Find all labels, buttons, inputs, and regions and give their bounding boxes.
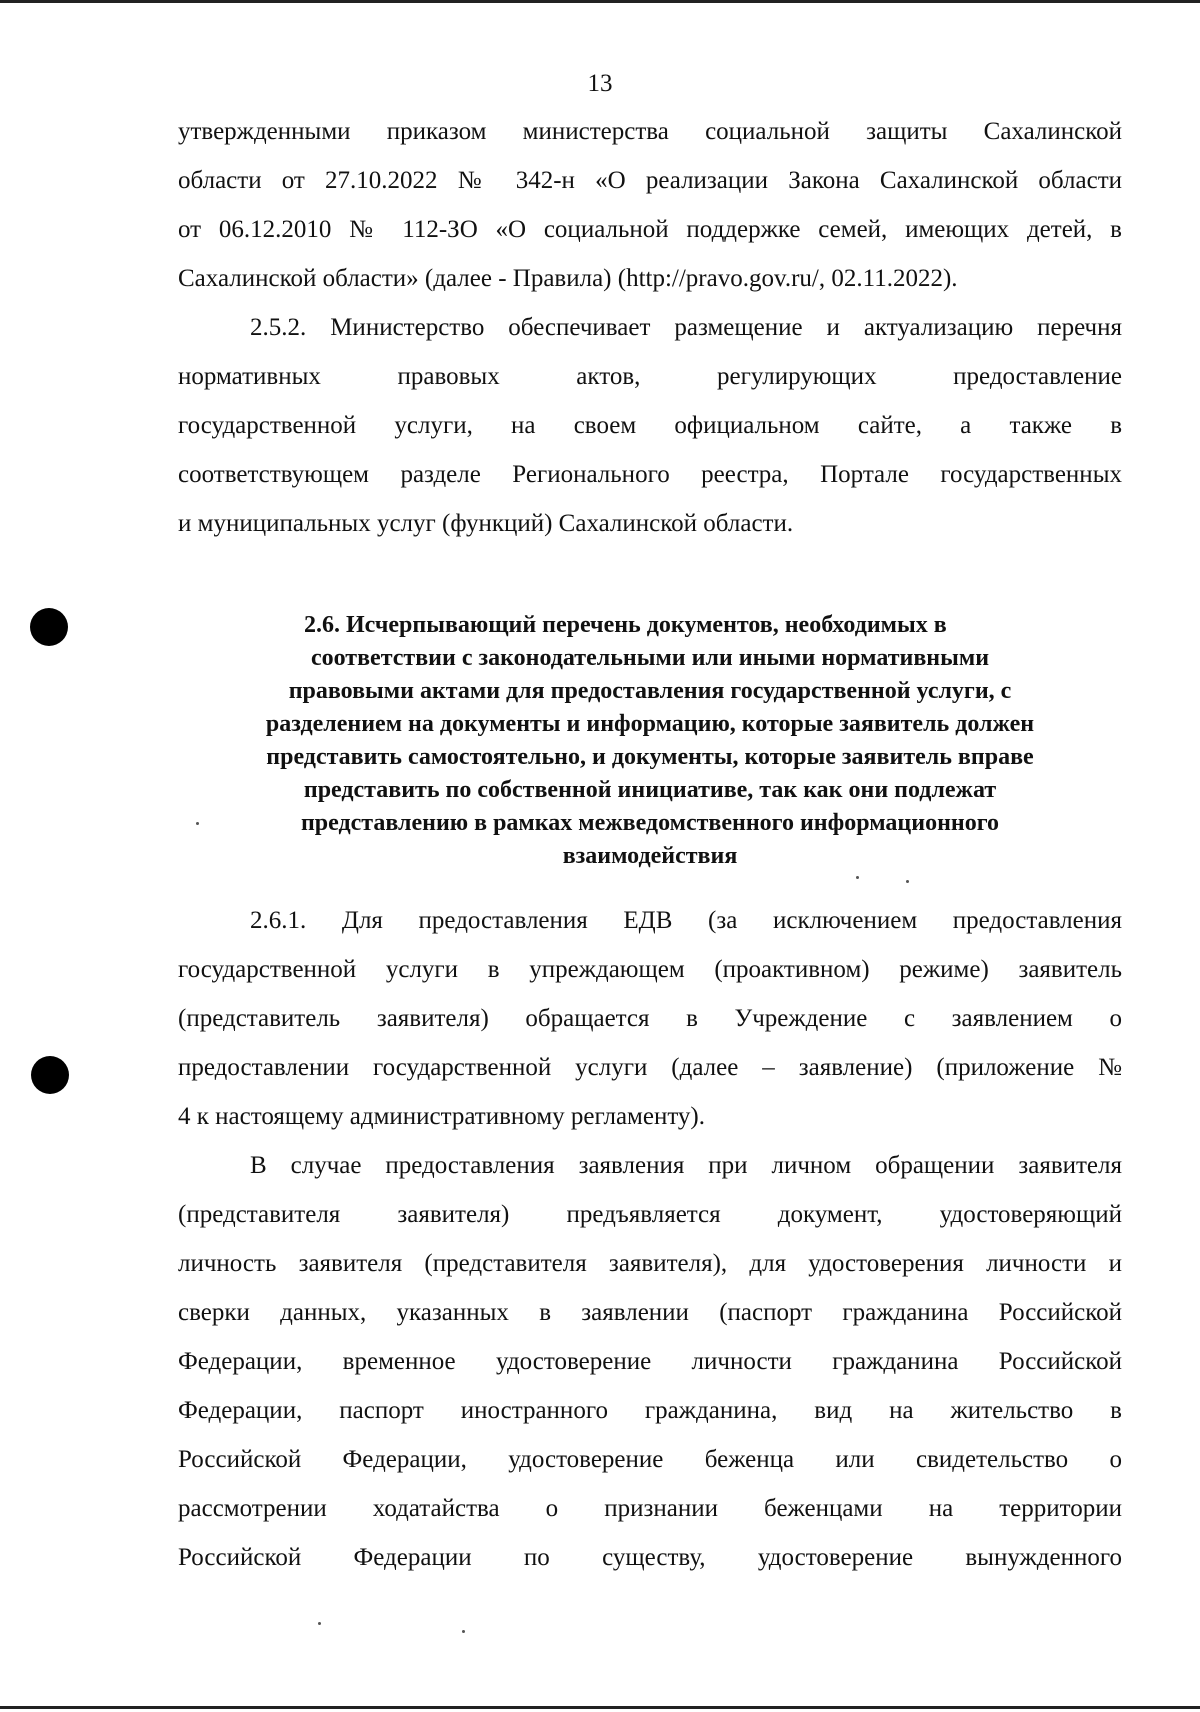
paragraph-4-line: Федерации, паспорт иностранного гражданина, вид на жительство в [178,1397,1122,1424]
paragraph-3-line: государственной услуги в упреждающем (проактивном) режиме) заявитель [178,956,1122,983]
paragraph-3-line: 4 к настоящему административному регламенту). [178,1103,706,1130]
paragraph-3-line: 2.6.1. Для предоставления ЕДВ (за исключением предоставления [250,907,1122,934]
paragraph-4-line: личность заявителя (представителя заявителя), для удостоверения личности и [178,1250,1122,1277]
paragraph-2-line: 2.5.2. Министерство обеспечивает размещение и актуализацию перечня [250,314,1122,341]
paragraph-4-line: Федерации, временное удостоверение личности гражданина Российской [178,1348,1122,1375]
paragraph-4-line: Российской Федерации по существу, удостоверение вынужденного [178,1544,1122,1571]
paragraph-1-line: от 06.12.2010 № 112-ЗО «О социальной поддержке семей, имеющих детей, в [178,216,1122,243]
section-heading-line: взаимодействия [562,843,738,869]
paragraph-1-line: утвержденными приказом министерства социальной защиты Сахалинской [178,118,1122,145]
paragraph-2-line: государственной услуги, на своем официальном сайте, а также в [178,412,1122,439]
paragraph-3-line: (представитель заявителя) обращается в Учреждение с заявлением о [178,1005,1122,1032]
paragraph-4-line: (представителя заявителя) предъявляется документ, удостоверяющий [178,1201,1122,1228]
paragraph-2-line: нормативных правовых актов, регулирующих предоставление [178,363,1122,390]
paragraph-4-line: сверки данных, указанных в заявлении (паспорт гражданина Российской [178,1299,1122,1326]
punch-hole-mark [30,608,68,646]
scan-speck [906,880,909,883]
scan-speck [196,822,199,825]
section-heading-line: представлению в рамках межведомственного информационного [300,810,1000,836]
paragraph-4-line: Российской Федерации, удостоверение беженца или свидетельство о [178,1446,1122,1473]
paragraph-4-line: В случае предоставления заявления при личном обращении заявителя [250,1152,1122,1179]
paragraph-4-line: рассмотрении ходатайства о признании беженцами на территории [178,1495,1122,1522]
section-heading-line: 2.6. Исчерпывающий перечень документов, необходимых в [304,612,947,638]
section-heading-line: соответствии с законодательными или иными нормативными [310,645,990,671]
section-heading-line: представить по собственной инициативе, так как они подлежат [303,777,997,803]
paragraph-1-line: Сахалинской области» (далее - Правила) (http://pravo.gov.ru/, 02.11.2022). [178,265,958,292]
section-heading-line: разделением на документы и информацию, которые заявитель должен [265,711,1035,737]
scan-top-border [0,0,1200,3]
paragraph-2-line: соответствующем разделе Регионального реестра, Портале государственных [178,461,1122,488]
paragraph-3-line: предоставлении государственной услуги (далее – заявление) (приложение № [178,1054,1122,1081]
scan-speck [318,1622,321,1625]
scan-speck [856,876,859,879]
scan-bottom-border [0,1706,1200,1709]
punch-hole-mark [31,1056,69,1094]
scan-speck [462,1630,465,1633]
section-heading-line: правовыми актами для предоставления государственной услуги, с [288,678,1012,704]
paragraph-1-line: области от 27.10.2022 № 342-н «О реализации Закона Сахалинской области [178,167,1122,194]
section-heading-line: представить самостоятельно, и документы, которые заявитель вправе [266,744,1034,770]
page-number: 13 [587,70,613,97]
paragraph-2-line: и муниципальных услуг (функций) Сахалинской области. [178,510,794,537]
